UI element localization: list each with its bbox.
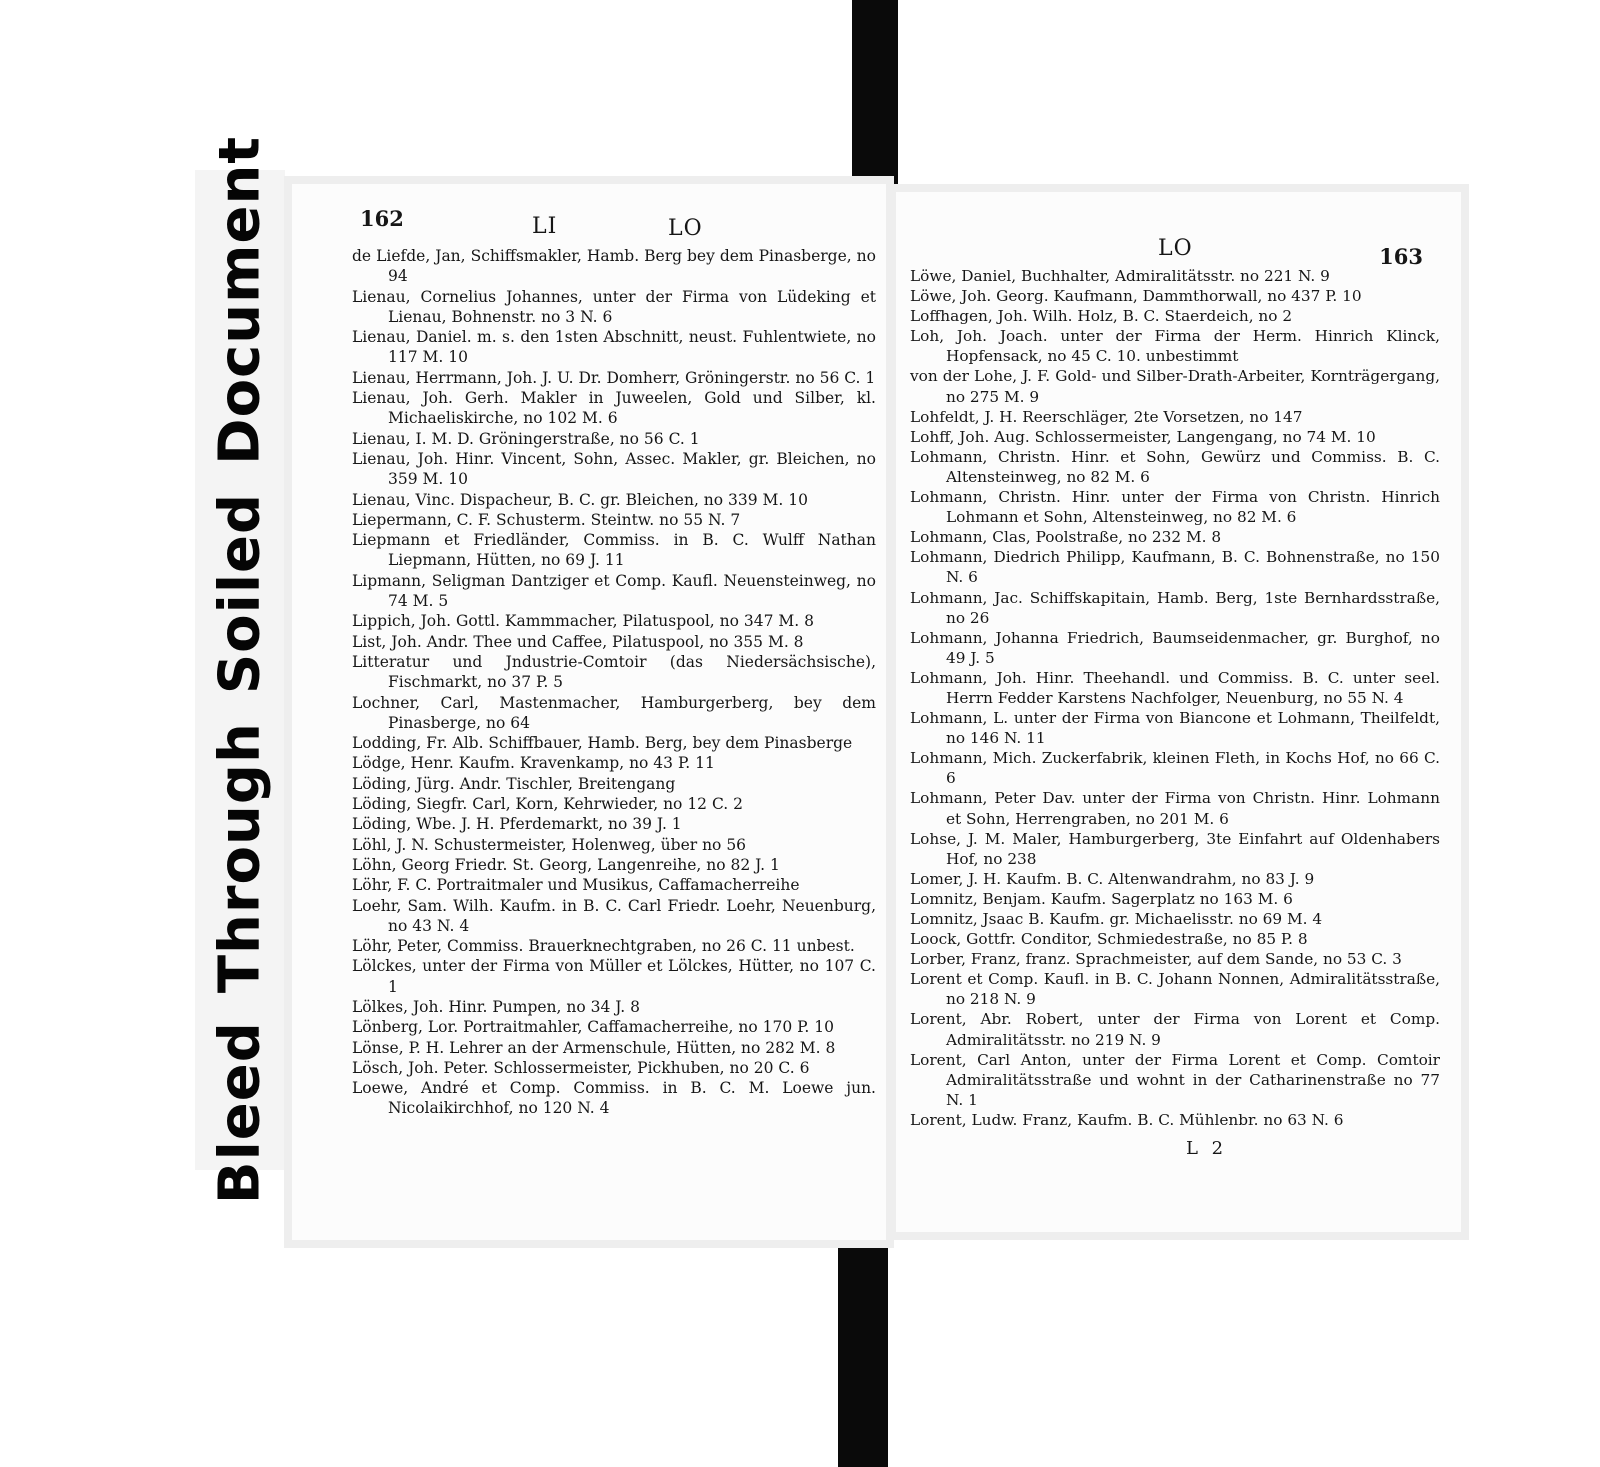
directory-entry: Löhl, J. N. Schustermeister, Holenweg, über no 56: [352, 835, 747, 854]
gutter-shadow-top: [852, 0, 898, 190]
right-page-header: [896, 210, 1461, 269]
right-page-number: 163: [1379, 244, 1423, 269]
directory-entry: Lohmann, Clas, Poolstraße, no 232 M. 8: [910, 528, 1222, 547]
directory-entry: Löding, Jürg. Andr. Tischler, Breitengang: [352, 774, 676, 793]
directory-entry: de Liefde, Jan, Schiffsmakler, Hamb. Berg bey dem Pinasberge, no 94: [352, 247, 876, 286]
directory-entry: Löding, Siegfr. Carl, Korn, Kehrwieder, no 12 C. 2: [352, 795, 743, 814]
directory-entry: Löding, Wbe. J. H. Pferdemarkt, no 39 J. 1: [352, 815, 682, 834]
directory-entry: Löhr, Peter, Commiss. Brauerknechtgraben, no 26 C. 11 unbest.: [352, 937, 855, 956]
directory-entry: Lorent, Ludw. Franz, Kaufm. B. C. Mühlenbr. no 63 N. 6: [910, 1110, 1344, 1129]
directory-entry: Lochner, Carl, Mastenmacher, Hamburgerberg, bey dem Pinasberge, no 64: [352, 693, 876, 732]
directory-entry: List, Joh. Andr. Thee und Caffee, Pilatuspool, no 355 M. 8: [352, 632, 804, 651]
directory-entry: Lönberg, Lor. Portraitmahler, Caffamacherreihe, no 170 P. 10: [352, 1018, 834, 1037]
directory-entry: Löhn, Georg Friedr. St. Georg, Langenreihe, no 82 J. 1: [352, 855, 780, 874]
label-word-bleed: Bleed: [207, 1021, 273, 1205]
signature-mark: L 2: [1186, 1138, 1228, 1159]
directory-entry: Litteratur und Jndustrie-Comtoir (das Niedersächsische), Fischmarkt, no 37 P. 5: [352, 652, 876, 692]
right-page: [896, 192, 1461, 1232]
directory-entry: Lohmann, Diedrich Philipp, Kaufmann, B. C. Bohnenstraße, no 150 N. 6: [910, 548, 1440, 587]
directory-entry: Lohmann, Jac. Schiffskapitain, Hamb. Berg, 1ste Bernhardsstraße, no 26: [910, 588, 1440, 627]
directory-entry: Lösch, Joh. Peter. Schlossermeister, Pickhuben, no 20 C. 6: [352, 1058, 810, 1077]
left-page-header: [292, 202, 886, 241]
directory-entry: Loh, Joh. Joach. unter der Firma der Herm. Hinrich Klinck, Hopfensack, no 45 C. 10. unbestimmt: [910, 327, 1440, 366]
directory-entry: Loehr, Sam. Wilh. Kaufm. in B. C. Carl Friedr. Loehr, Neuenburg, no 43 N. 4: [352, 896, 876, 935]
gutter-shadow-bottom: [838, 1240, 888, 1467]
directory-entry: Lohmann, Christn. Hinr. et Sohn, Gewürz und Commiss. B. C. Altensteinweg, no 82 M. 6: [910, 447, 1440, 486]
directory-entry: Liepmann et Friedländer, Commiss. in B. C. Wulff Nathan Liepmann, Hütten, no 69 J. 11: [352, 531, 876, 570]
directory-entry: Lohmann, Christn. Hinr. unter der Firma von Christn. Hinrich Lohmann et Sohn, Altensteinweg, no 82 M. 6: [910, 488, 1440, 527]
directory-entry: Lohmann, Johanna Friedrich, Baumseidenmacher, gr. Burghof, no 49 J. 5: [910, 628, 1440, 667]
directory-entry: Lölkes, Joh. Hinr. Pumpen, no 34 J. 8: [352, 997, 641, 1016]
directory-entry: Lorent, Carl Anton, unter der Firma Lorent et Comp. Comtoir Admiralitätsstraße und wohnt in der Catharinenstraße no 77 N. 1: [910, 1050, 1440, 1109]
directory-entry: Lorber, Franz, franz. Sprachmeister, auf dem Sande, no 53 C. 3: [910, 950, 1402, 969]
directory-entry: Lipmann, Seligman Dantziger et Comp. Kaufl. Neuensteinweg, no 74 M. 5: [352, 571, 876, 611]
gutter-fold: [886, 190, 894, 1240]
directory-entry: Lienau, Joh. Hinr. Vincent, Sohn, Assec. Makler, gr. Bleichen, no 359 M. 10: [352, 449, 876, 489]
directory-entry: Lohff, Joh. Aug. Schlossermeister, Langengang, no 74 M. 10: [910, 427, 1376, 446]
directory-entry: Löwe, Joh. Georg. Kaufmann, Dammthorwall, no 437 P. 10: [910, 287, 1362, 306]
directory-entry: Lienau, Herrmann, Joh. J. U. Dr. Domherr, Gröningerstr. no 56 C. 1: [352, 368, 876, 387]
directory-entry: Löwe, Daniel, Buchhalter, Admiralitätsstr. no 221 N. 9: [910, 267, 1330, 285]
directory-entry: Lohfeldt, J. H. Reerschläger, 2te Vorsetzen, no 147: [910, 407, 1303, 426]
directory-entry: Lorent et Comp. Kaufl. in B. C. Johann Nonnen, Admiralitätsstraße, no 218 N. 9: [910, 970, 1440, 1009]
left-entry-list: [352, 246, 876, 1119]
directory-entry: Lödge, Henr. Kaufm. Kravenkamp, no 43 P. 11: [352, 754, 715, 773]
directory-entry: Lomer, J. H. Kaufm. B. C. Altenwandrahm, no 83 J. 9: [910, 869, 1315, 888]
directory-entry: Lohse, J. M. Maler, Hamburgerberg, 3te Einfahrt auf Oldenhabers Hof, no 238: [910, 829, 1440, 868]
directory-entry: Loewe, André et Comp. Commiss. in B. C. M. Loewe jun. Nicolaikirchhof, no 120 N. 4: [352, 1079, 876, 1118]
directory-entry: Lienau, Daniel. m. s. den 1sten Abschnitt, neust. Fuhlentwiete, no 117 M. 10: [352, 328, 876, 367]
left-column-head-lo: LO: [668, 216, 703, 241]
directory-entry: Lönse, P. H. Lehrer an der Armenschule, Hütten, no 282 M. 8: [352, 1038, 836, 1057]
directory-entry: von der Lohe, J. F. Gold- und Silber-Drath-Arbeiter, Kornträgergang, no 275 M. 9: [910, 367, 1440, 406]
right-column-head-lo: LO: [1158, 236, 1193, 261]
directory-entry: Lienau, Vinc. Dispacheur, B. C. gr. Bleichen, no 339 M. 10: [352, 490, 809, 509]
label-word-through: Through: [207, 722, 273, 994]
directory-entry: Lölckes, unter der Firma von Müller et Lölckes, Hütter, no 107 C. 1: [352, 957, 876, 996]
directory-entry: Lohmann, Peter Dav. unter der Firma von Christn. Hinr. Lohmann et Sohn, Herrengraben, no 201 M. 6: [910, 789, 1440, 828]
left-column-head-li: LI: [532, 214, 558, 239]
directory-entry: Löhr, F. C. Portraitmaler und Musikus, Caffamacherreihe: [352, 876, 800, 895]
directory-entry: Lienau, Joh. Gerh. Makler in Juweelen, Gold und Silber, kl. Michaeliskirche, no 102 M. 6: [352, 389, 876, 428]
directory-entry: Lippich, Joh. Gottl. Kammmacher, Pilatuspool, no 347 M. 8: [352, 612, 814, 631]
directory-entry: Liepermann, C. F. Schusterm. Steintw. no 55 N. 7: [352, 510, 741, 529]
directory-entry: Lohmann, L. unter der Firma von Biancone et Lohmann, Theilfeldt, no 146 N. 11: [910, 709, 1440, 748]
document-type-label-text: [208, 122, 273, 1218]
label-word-document: Document: [207, 135, 273, 465]
directory-entry: Lodding, Fr. Alb. Schiffbauer, Hamb. Berg, bey dem Pinasberge: [352, 734, 853, 753]
directory-entry: Lienau, I. M. D. Gröningerstraße, no 56 C. 1: [352, 429, 700, 448]
directory-entry: Lienau, Cornelius Johannes, unter der Firma von Lüdeking et Lienau, Bohnenstr. no 3 N. 6: [352, 287, 876, 326]
directory-entry: Loock, Gottfr. Conditor, Schmiedestraße, no 85 P. 8: [910, 930, 1308, 949]
directory-entry: Lorent, Abr. Robert, unter der Firma von Lorent et Comp. Admiralitätsstr. no 219 N. 9: [910, 1010, 1440, 1049]
directory-entry: Lohmann, Mich. Zuckerfabrik, kleinen Fleth, in Kochs Hof, no 66 C. 6: [910, 749, 1440, 788]
label-word-soiled: Soiled: [207, 492, 273, 695]
document-type-label: [195, 135, 285, 1205]
left-page-number: 162: [360, 206, 404, 231]
directory-entry: Loffhagen, Joh. Wilh. Holz, B. C. Staerdeich, no 2: [910, 307, 1293, 326]
directory-entry: Lomnitz, Jsaac B. Kaufm. gr. Michaelisstr. no 69 M. 4: [910, 910, 1323, 928]
right-entry-list: [910, 266, 1440, 1130]
directory-entry: Lomnitz, Benjam. Kaufm. Sagerplatz no 163 M. 6: [910, 889, 1293, 908]
left-page: [292, 184, 886, 1240]
directory-entry: Lohmann, Joh. Hinr. Theehandl. und Commiss. B. C. unter seel. Herrn Fedder Karstens Nachfolger, Neuenburg, no 55 N. 4: [910, 668, 1440, 707]
